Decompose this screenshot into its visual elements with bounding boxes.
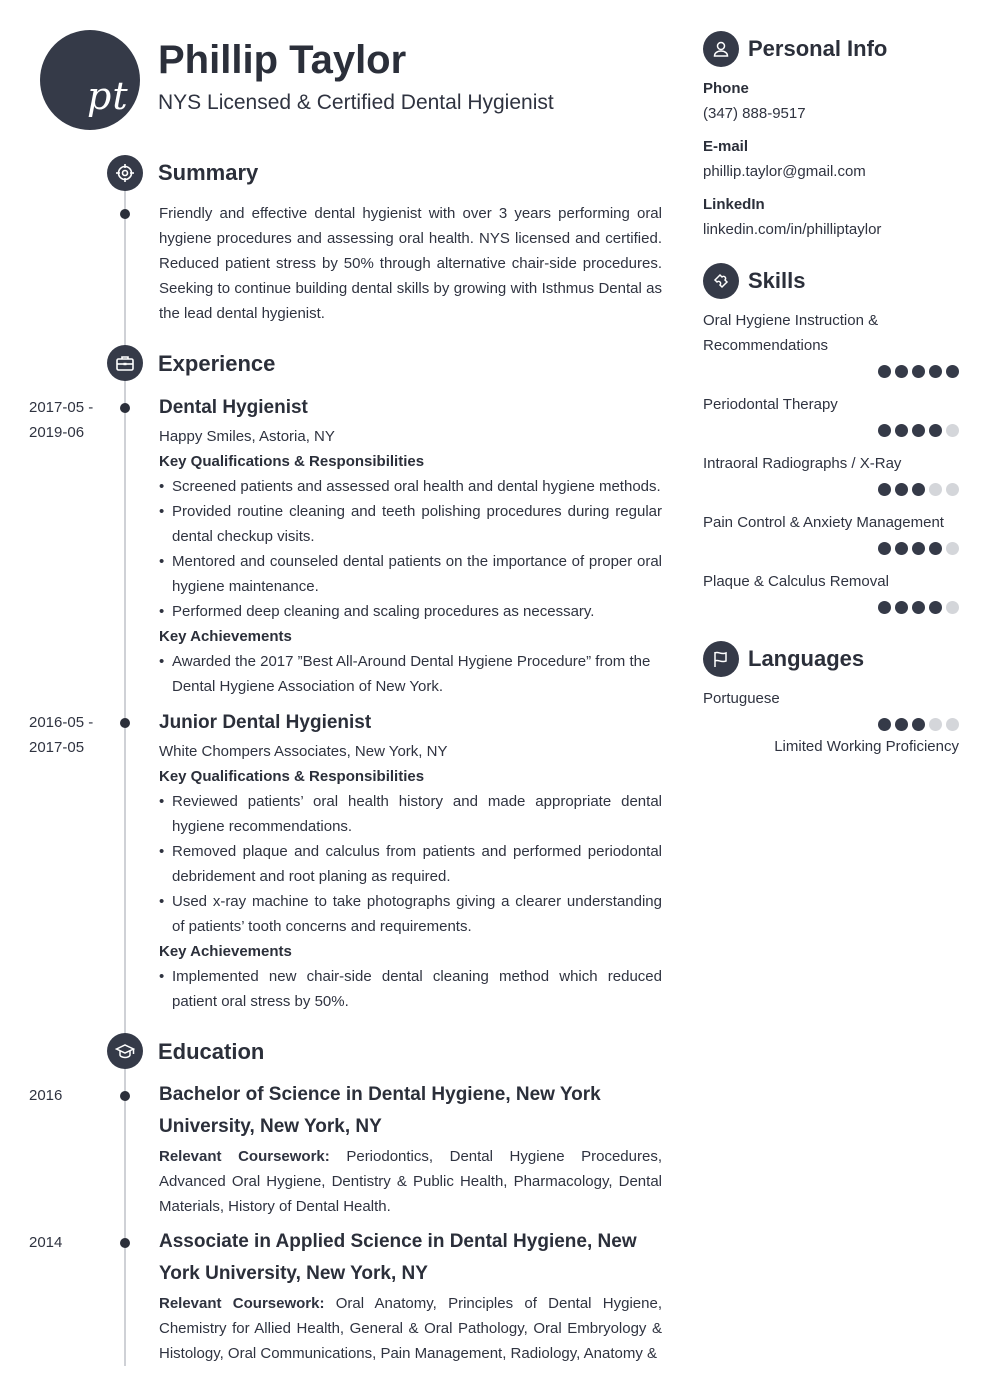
list-item: • Screened patients and assessed oral health and dental hygiene methods. [159,474,662,499]
skill-name: Intraoral Radiographs / X-Ray [703,455,902,472]
user-icon [703,31,739,67]
job-date-end: 2019-06 [29,424,85,441]
rating-dot [929,601,942,614]
experience-title: Experience [158,351,276,376]
skill-rating [703,365,959,378]
rating-dot [895,718,908,731]
rating-dot [878,365,891,378]
rating-dot [946,483,959,496]
coursework [159,1291,662,1366]
rating-dot [929,718,942,731]
rating-dot [946,601,959,614]
rating-dot [929,424,942,437]
rating-dot [912,718,925,731]
list-item: • Removed plaque and calculus from patients and performed periodontal debridement and root planing as required. [159,839,662,889]
ach-list [159,649,655,699]
candidate-name: Phillip Taylor [158,38,407,82]
rating-dot [929,542,942,555]
personal-info-title: Personal Info [748,36,888,61]
summary-title: Summary [158,160,259,185]
linkedin-label: LinkedIn [703,196,765,213]
skills-title: Skills [748,268,806,293]
list-item: • Provided routine cleaning and teeth polishing procedures during regular dental checkup visits. [159,499,662,549]
timeline-dot [120,1091,130,1101]
rating-dot [895,424,908,437]
flag-icon [703,641,739,677]
timeline-dot [120,403,130,413]
timeline-dot [120,718,130,728]
avatar [40,30,140,130]
rating-dot [946,424,959,437]
ach-label: Key Achievements [159,943,292,960]
avatar-initials: pt [87,74,129,118]
timeline-dot [120,209,130,219]
job-date-start: 2017-05 - [29,399,94,416]
rating-dot [946,718,959,731]
rating-dot [912,601,925,614]
job-org: White Chompers Associates, New York, NY [159,743,448,760]
coursework-label: Relevant Coursework: [159,1148,330,1165]
edu-year: 2016 [29,1087,63,1104]
rating-dot [895,483,908,496]
linkedin-link[interactable]: linkedin.com/in/philliptaylor [703,221,882,238]
job-org: Happy Smiles, Astoria, NY [159,428,335,445]
rating-dot [946,365,959,378]
job-title: Dental Hygienist [159,397,308,418]
rating-dot [929,365,942,378]
briefcase-icon [107,345,143,381]
summary-text: Friendly and effective dental hygienist with over 3 years performing oral hygiene procedures and assessing oral health. NYS licensed and certified. Reduced patient stress by 50% through alternative chair-side procedures. Seeking to continue building dental skills by growing with Isthmus Dental as the lead dental hygienist. [159,205,662,322]
skill-name: Plaque & Calculus Removal [703,573,889,590]
puzzle-icon [703,263,739,299]
language-level: Limited Working Proficiency [774,738,959,755]
rating-dot [878,718,891,731]
rating-dot [912,483,925,496]
resp-label: Key Qualifications & Responsibilities [159,453,425,470]
ach-label: Key Achievements [159,628,292,645]
target-icon [107,155,143,191]
job-date [29,395,93,445]
coursework-label: Relevant Coursework: [159,1295,325,1312]
rating-dot [878,424,891,437]
candidate-subtitle: NYS Licensed & Certified Dental Hygienist [158,91,554,114]
rating-dot [895,601,908,614]
edu-year: 2014 [29,1234,63,1251]
list-item: • Performed deep cleaning and scaling procedures as necessary. [159,599,662,624]
rating-dot [878,483,891,496]
email-link[interactable]: phillip.taylor@gmail.com [703,163,866,180]
rating-dot [929,483,942,496]
degree-title: Bachelor of Science in Dental Hygiene, New York University, New York, NY [159,1084,601,1137]
education-title: Education [158,1039,265,1064]
list-item: • Mentored and counseled dental patients on the importance of proper oral hygiene maintenance. [159,549,662,599]
language-name: Portuguese [703,690,780,707]
job-title: Junior Dental Hygienist [159,712,372,733]
resp-label: Key Qualifications & Responsibilities [159,768,425,785]
degree-title: Associate in Applied Science in Dental Hygiene, New York University, New York, NY [159,1231,637,1284]
list-item: • Awarded the 2017 ”Best All-Around Dental Hygiene Procedure” from the Dental Hygiene Association of New York. [159,649,655,699]
rating-dot [895,365,908,378]
coursework-text: Oral Anatomy, Principles of Dental Hygiene, Chemistry for Allied Health, General & Oral Pathology, Oral Embryology & Histology, Oral Communications, Pain Management, Radiology, Anatomy & [159,1295,662,1362]
list-item: • Implemented new chair-side dental cleaning method which reduced patient oral stress by 50%. [159,964,662,1014]
skill-rating [703,483,959,496]
language-rating [703,718,959,731]
rating-dot [912,365,925,378]
skill-name: Oral Hygiene Instruction & Recommendations [703,312,879,354]
skill-rating [703,601,959,614]
skill-rating [703,424,959,437]
list-item: • Reviewed patients’ oral health history and made appropriate dental hygiene recommendations. [159,789,662,839]
phone-label: Phone [703,80,749,97]
languages-title: Languages [748,646,865,671]
rating-dot [878,601,891,614]
timeline-dot [120,1238,130,1248]
skill-name: Periodontal Therapy [703,396,838,413]
skill-name: Pain Control & Anxiety Management [703,514,944,531]
rating-dot [878,542,891,555]
rating-dot [946,542,959,555]
job-date-start: 2016-05 - [29,714,94,731]
skill-rating [703,542,959,555]
rating-dot [895,542,908,555]
rating-dot [912,542,925,555]
resp-list [159,789,662,939]
coursework [159,1144,662,1219]
resp-list [159,474,662,624]
graduation-cap-icon [107,1033,143,1069]
email-label: E-mail [703,138,749,155]
coursework-text: Periodontics, Dental Hygiene Procedures, Advanced Oral Hygiene, Dentistry & Public Health, Pharmacology, Dental Materials, History of Dental Health. [159,1148,662,1215]
ach-list [159,964,662,1014]
job-date [29,710,93,760]
phone-value: (347) 888-9517 [703,105,806,122]
rating-dot [912,424,925,437]
list-item: • Used x-ray machine to take photographs giving a clearer understanding of patients’ tooth concerns and requirements. [159,889,662,939]
job-date-end: 2017-05 [29,739,85,756]
